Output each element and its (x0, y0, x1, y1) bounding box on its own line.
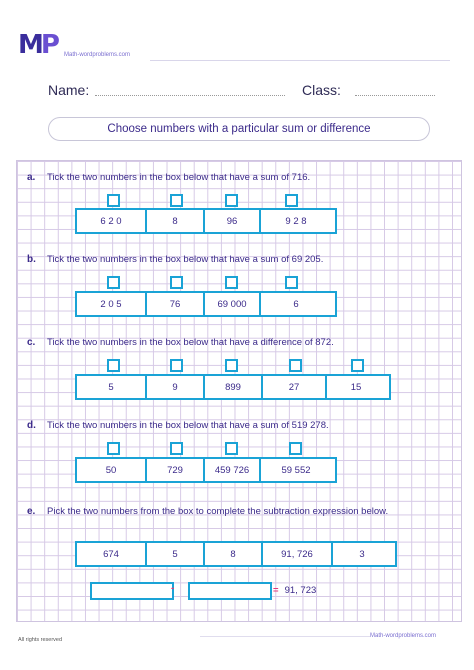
number-cell[interactable]: 459 726 (205, 459, 261, 481)
tick-box[interactable] (107, 194, 120, 207)
answer-box-second[interactable] (188, 582, 272, 600)
tick-box[interactable] (289, 442, 302, 455)
header-divider (150, 60, 450, 61)
class-field[interactable] (355, 95, 435, 96)
question-letter: d. (27, 420, 36, 431)
number-cell[interactable]: 8 (147, 210, 205, 232)
tick-box[interactable] (289, 359, 302, 372)
tick-box[interactable] (107, 276, 120, 289)
expression-result (273, 585, 316, 596)
number-cell[interactable]: 5 (147, 543, 205, 565)
number-box (75, 374, 391, 400)
question-letter: b. (27, 254, 36, 265)
tick-box[interactable] (170, 442, 183, 455)
question-text: Tick the two numbers in the box below that have a difference of 872. (47, 337, 334, 348)
logo-letter-m: M (18, 30, 41, 60)
tick-box[interactable] (107, 442, 120, 455)
tick-box[interactable] (225, 359, 238, 372)
result-value: 91, 723 (284, 585, 317, 596)
minus-sign: - (171, 583, 175, 594)
number-cell[interactable]: 9 2 8 (285, 215, 307, 227)
tick-box[interactable] (225, 194, 238, 207)
number-cell[interactable]: 3 (359, 548, 365, 560)
number-cell[interactable]: 899 (205, 376, 263, 398)
footer-divider (200, 636, 370, 637)
number-cell[interactable]: 50 (77, 459, 147, 481)
class-label: Class: (302, 82, 341, 98)
number-cell[interactable]: 8 (205, 543, 263, 565)
question-text: Pick the two numbers from the box to complete the subtraction expression below. (47, 506, 389, 517)
number-cell[interactable]: 5 (77, 376, 147, 398)
tick-box[interactable] (285, 194, 298, 207)
footer-site: Math-wordproblems.com (370, 633, 437, 639)
number-cell[interactable]: 76 (147, 293, 205, 315)
number-cell[interactable]: 6 2 0 (77, 210, 147, 232)
number-box (75, 208, 337, 234)
number-box (75, 291, 337, 317)
tick-box[interactable] (351, 359, 364, 372)
number-cell[interactable]: 729 (147, 459, 205, 481)
number-cell[interactable]: 96 (205, 210, 261, 232)
tick-box[interactable] (225, 442, 238, 455)
number-cell[interactable]: 674 (77, 543, 147, 565)
question-letter: a. (27, 172, 36, 183)
worksheet-title: Choose numbers with a particular sum or difference (48, 117, 430, 141)
tick-box[interactable] (170, 276, 183, 289)
question-text: Tick the two numbers in the box below that have a sum of 716. (47, 172, 311, 183)
number-cell[interactable]: 2 0 5 (77, 293, 147, 315)
logo-site-text: Math-wordproblems.com (64, 52, 131, 58)
number-cell[interactable]: 69 000 (205, 293, 261, 315)
tick-box[interactable] (170, 194, 183, 207)
number-cell[interactable]: 59 552 (281, 464, 311, 476)
name-field[interactable] (95, 95, 285, 96)
tick-box[interactable] (107, 359, 120, 372)
question-text: Tick the two numbers in the box below that have a sum of 69 205. (47, 254, 324, 265)
number-cell[interactable]: 91, 726 (263, 543, 333, 565)
name-label: Name: (48, 82, 90, 98)
number-box (75, 457, 337, 483)
number-box (75, 541, 397, 567)
equals-sign: = (273, 585, 279, 596)
site-logo (18, 30, 158, 64)
logo-mark (18, 30, 57, 60)
answer-box-first[interactable] (90, 582, 174, 600)
number-cell[interactable]: 9 (147, 376, 205, 398)
copyright-text: All rights reserved (18, 637, 63, 643)
tick-box[interactable] (170, 359, 183, 372)
number-cell[interactable]: 27 (263, 376, 327, 398)
tick-box[interactable] (285, 276, 298, 289)
question-text: Tick the two numbers in the box below that have a sum of 519 278. (47, 420, 329, 431)
worksheet-grid (16, 160, 462, 622)
number-cell[interactable]: 15 (350, 381, 362, 393)
tick-box[interactable] (225, 276, 238, 289)
question-letter: c. (27, 337, 36, 348)
number-cell[interactable]: 6 (293, 298, 299, 310)
question-letter: e. (27, 506, 36, 517)
logo-letter-p: P (40, 30, 57, 60)
